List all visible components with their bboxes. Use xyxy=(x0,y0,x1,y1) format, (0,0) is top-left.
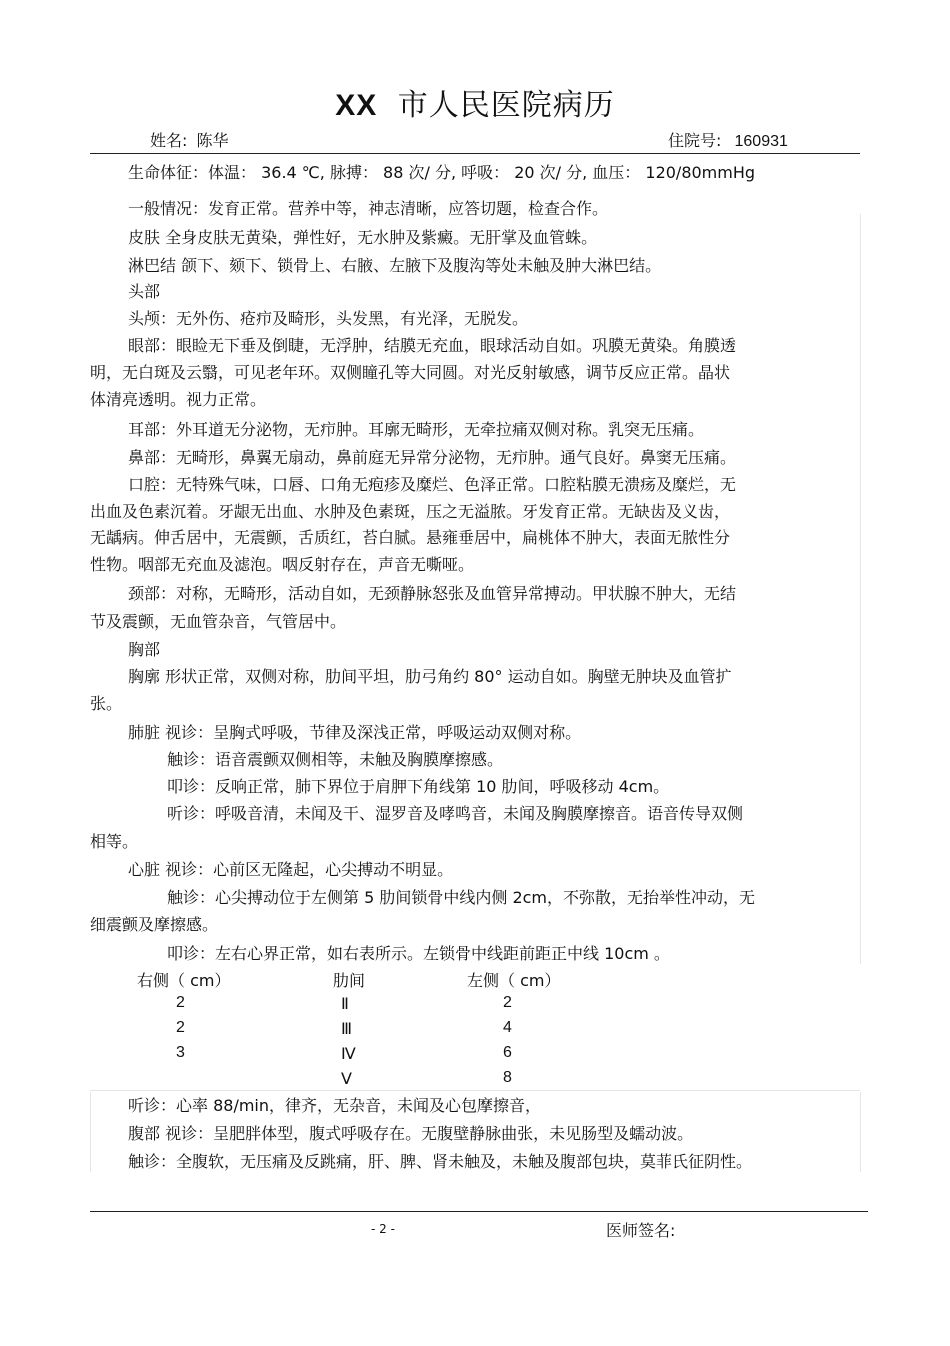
lymph-nodes: 淋巴结 颌下、颏下、锁骨上、右腋、左腋下及腹沟等处未触及肿大淋巴结。 xyxy=(128,256,662,275)
form-border-right xyxy=(860,214,861,964)
skin: 皮肤 全身皮肤无黄染，弹性好，无水肿及紫癜。无肝掌及血管蛛。 xyxy=(128,228,598,247)
nose: 鼻部：无畸形，鼻翼无扇动，鼻前庭无异常分泌物，无疖肿。通气良好。鼻窦无压痛。 xyxy=(128,448,737,467)
abdomen-inspection: 腹部 视诊：呈肥胖体型，腹式呼吸存在。无腹壁静脉曲张，未见肠型及蠕动波。 xyxy=(128,1124,694,1143)
neck-line-2: 节及震颤，无血管杂音，气管居中。 xyxy=(90,612,347,631)
table-header-left: 左侧（ cm） xyxy=(467,971,561,990)
doctor-signature-label: 医师签名: xyxy=(606,1221,676,1240)
table-header-intercostal: 肋间 xyxy=(333,971,366,990)
lung-auscultation-line-1: 听诊：呼吸音清，未闻及干、湿罗音及哮鸣音，未闻及胸膜摩擦音。语音传导双侧 xyxy=(167,804,744,823)
eyes-line-2: 明，无白斑及云翳，可见老年环。双侧瞳孔等大同圆。对光反射敏感，调节反应正常。晶状 xyxy=(90,363,731,382)
table-cell: 2 xyxy=(176,1019,185,1036)
chest-heading: 胸部 xyxy=(128,640,161,659)
head-heading: 头部 xyxy=(128,282,161,301)
table-cell: 4 xyxy=(503,1019,512,1036)
table-cell: 2 xyxy=(503,994,512,1011)
mouth-line-1: 口腔：无特殊气味，口唇、口角无疱疹及糜烂、色泽正常。口腔粘膜无溃疡及糜烂，无 xyxy=(128,475,737,494)
mouth-line-2: 出血及色素沉着。牙龈无出血、水肿及色素斑，压之无溢脓。牙发育正常。无缺齿及义齿， xyxy=(90,502,731,521)
heart-auscultation: 听诊：心率 88/min，律齐，无杂音，未闻及心包摩擦音， xyxy=(128,1096,542,1115)
form-border-right-lower xyxy=(860,1092,861,1172)
table-cell: Ⅲ xyxy=(341,1019,353,1038)
eyes-line-1: 眼部：眼睑无下垂及倒睫，无浮肿，结膜无充血，眼球活动自如。巩膜无黄染。角膜透 xyxy=(128,336,737,355)
lung-palpation: 触诊：语音震颤双侧相等，未触及胸膜摩擦感。 xyxy=(167,750,504,769)
name-value: 陈华 xyxy=(196,131,229,150)
thorax-line-2: 张。 xyxy=(90,694,123,713)
page-number: - 2 - xyxy=(371,1222,395,1236)
name-label: 姓名: xyxy=(150,131,188,150)
table-cell: 8 xyxy=(503,1069,512,1086)
heart-palpation-line-1: 触诊：心尖搏动位于左侧第 5 肋间锁骨中线内侧 2cm，不弥散，无抬举性冲动，无 xyxy=(167,888,756,907)
table-cell: Ⅳ xyxy=(341,1044,356,1063)
lung-percussion: 叩诊：反响正常，肺下界位于肩胛下角线第 10 肋间，呼吸移动 4cm。 xyxy=(167,777,670,796)
heart-inspection: 心脏 视诊：心前区无隆起，心尖搏动不明显。 xyxy=(128,860,454,879)
lung-auscultation-line-2: 相等。 xyxy=(90,832,139,851)
page-title xyxy=(0,80,950,124)
table-cell: Ⅴ xyxy=(341,1069,352,1088)
table-cell: 3 xyxy=(176,1044,185,1061)
neck-line-1: 颈部：对称，无畸形，活动自如，无颈静脉怒张及血管异常搏动。甲状腺不肿大，无结 xyxy=(128,584,737,603)
admission-value: 160931 xyxy=(734,133,788,150)
abdomen-palpation: 触诊：全腹软，无压痛及反跳痛，肝、脾、肾未触及，未触及腹部包块，莫菲氏征阴性。 xyxy=(128,1152,753,1171)
thorax-line-1: 胸廓 形状正常，双侧对称，肋间平坦，肋弓角约 80° 运动自如。胸壁无肿块及血管扩 xyxy=(128,667,732,686)
title-prefix: XX xyxy=(335,89,378,122)
heart-percussion: 叩诊：左右心界正常，如右表所示。左锁骨中线距前距正中线 10cm 。 xyxy=(167,944,670,963)
table-header-right: 右侧（ cm） xyxy=(137,971,231,990)
vital-signs: 生命体征：体温： 36.4 ℃, 脉搏： 88 次/ 分, 呼吸： 20 次/ 分, 血压： 120/80mmHg xyxy=(128,163,756,182)
mouth-line-4: 性物。咽部无充血及滤泡。咽反射存在，声音无嘶哑。 xyxy=(90,555,475,574)
mouth-line-3: 无龋病。伸舌居中，无震颤，舌质红，苔白腻。悬雍垂居中，扁桃体不肿大，表面无脓性分 xyxy=(90,528,731,547)
table-cell: Ⅱ xyxy=(341,994,349,1013)
table-cell: 6 xyxy=(503,1044,512,1061)
general-condition: 一般情况：发育正常。营养中等，神志清晰，应答切题，检查合作。 xyxy=(128,199,609,218)
eyes-line-3: 体清亮透明。视力正常。 xyxy=(90,390,267,409)
lung-inspection: 肺脏 视诊：呈胸式呼吸，节律及深浅正常，呼吸运动双侧对称。 xyxy=(128,723,582,742)
title-main: 市人民医院病历 xyxy=(397,88,615,123)
form-border-left-lower xyxy=(90,1092,91,1172)
admission-label: 住院号: xyxy=(668,131,722,150)
admission-number xyxy=(668,128,788,151)
table-cell: 2 xyxy=(176,994,185,1011)
footer-rule xyxy=(90,1211,868,1212)
skull: 头颅：无外伤、疮疖及畸形，头发黑，有光泽，无脱发。 xyxy=(128,309,529,328)
heart-palpation-line-2: 细震颤及摩擦感。 xyxy=(90,915,219,934)
header-rule xyxy=(90,153,860,154)
ears: 耳部：外耳道无分泌物，无疖肿。耳廓无畸形，无牵拉痛双侧对称。乳突无压痛。 xyxy=(128,420,705,439)
patient-name xyxy=(150,128,229,151)
form-border-mid xyxy=(90,1090,860,1091)
